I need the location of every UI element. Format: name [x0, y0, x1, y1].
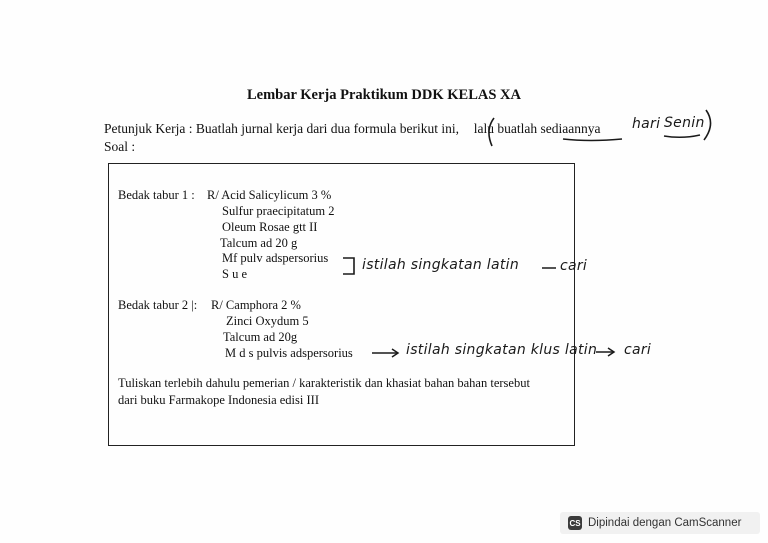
formula1-line: Mf pulv adspersorius [222, 251, 329, 265]
formula1-line: R/ Acid Salicylicum 3 % [207, 188, 332, 202]
formula1-line: Talcum ad 20 g [220, 236, 298, 250]
handwritten-note-1-cari: cari [560, 258, 588, 274]
camscanner-logo-icon: CS [568, 516, 582, 530]
closing-line: Tuliskan terlebih dahulu pemerian / karakteristik dan khasiat bahan bahan tersebut [118, 376, 530, 390]
handwritten-note-1: istilah singkatan latin [362, 257, 519, 273]
ink-close-paren [704, 110, 711, 140]
document-title: Lembar Kerja Praktikum DDK KELAS XA [246, 87, 522, 103]
instruction-continuation: lalu buatlah sediaannya [473, 121, 601, 136]
handwritten-note-2-cari: cari [624, 342, 652, 358]
handwritten-note-2: istilah singkatan klus latin [406, 342, 598, 358]
handwritten-day: hari [632, 116, 661, 132]
formula1-label: Bedak tabur 1 : [118, 188, 195, 202]
ink-bracket [343, 258, 354, 274]
handwritten-senin: Senin [664, 115, 705, 131]
formula2-label: Bedak tabur 2 |: [118, 298, 198, 312]
scanner-watermark [560, 512, 760, 534]
scanner-text: Dipindai dengan CamScanner [588, 517, 742, 529]
formula1-line: Oleum Rosae gtt II [222, 220, 318, 234]
formula2-line: Talcum ad 20g [223, 330, 298, 344]
instruction-text: Petunjuk Kerja : Buatlah jurnal kerja dari dua formula berikut ini, [104, 121, 460, 136]
formula2-line: R/ Camphora 2 % [211, 298, 301, 312]
soal-label: Soal : [104, 139, 136, 154]
formula1-line: S u e [222, 267, 247, 281]
ink-open-paren [489, 118, 494, 146]
formula2-line: M d s pulvis adspersorius [225, 346, 353, 360]
formula2-line: Zinci Oxydum 5 [226, 314, 309, 328]
ink-underline-senin [664, 135, 700, 137]
closing-line: dari buku Farmakope Indonesia edisi III [118, 393, 319, 407]
ink-underline-sediaannya [563, 139, 622, 141]
formula1-line: Sulfur praecipitatum 2 [222, 204, 335, 218]
